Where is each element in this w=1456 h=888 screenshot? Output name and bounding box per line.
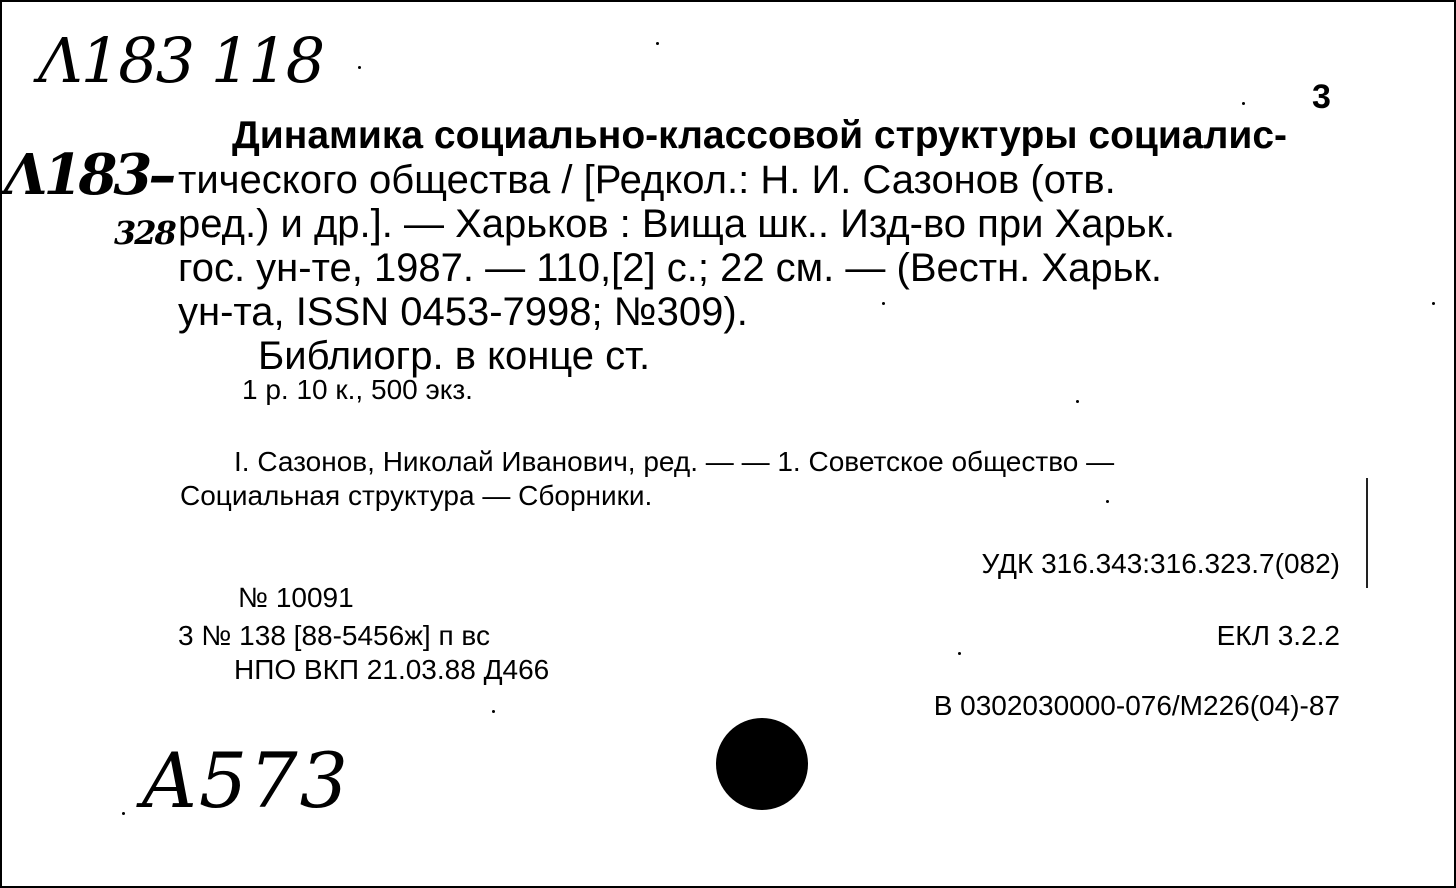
scan-speck: [958, 652, 961, 655]
order-number: 3 № 138 [88-5456ж] п вс: [178, 620, 490, 651]
scan-speck: [1432, 302, 1435, 305]
tracing-line-2: Социальная структура — Сборники.: [180, 480, 653, 511]
scan-speck: [1106, 500, 1109, 503]
handwritten-call-number-top: Λ183 118: [38, 24, 324, 97]
udk-code: УДК 316.343:316.323.7(082): [981, 548, 1340, 579]
handwritten-inventory-number: A573: [142, 736, 350, 825]
series-line-5: ун-та, ISSN 0453-7998; №309).: [178, 290, 748, 334]
scan-speck: [1076, 400, 1079, 403]
scan-edge-line: [1366, 478, 1368, 588]
card-number: 3: [1312, 78, 1331, 116]
title-line-2: тического общества / [Редкол.: Н. И. Сазонов (отв.: [178, 158, 1116, 202]
title-line-1: Динамика социально-классовой структуры социалис-: [232, 114, 1287, 157]
registration-number: № 10091: [238, 582, 354, 613]
bibliography-note: Библиогр. в конце ст.: [258, 334, 651, 378]
handwritten-shelf-mark-line2: 328: [114, 214, 175, 252]
scan-speck: [882, 302, 885, 305]
price-and-copies: 1 р. 10 к., 500 экз.: [242, 374, 473, 405]
punch-hole: [716, 718, 808, 810]
scan-speck: [122, 812, 125, 815]
scan-speck: [492, 710, 495, 713]
tracing-line-1: I. Сазонов, Николай Иванович, ред. — — 1. Советское общество —: [234, 446, 1115, 477]
classification-code: В 0302030000-076/М226(04)-87: [933, 690, 1340, 721]
publication-line-4: гос. ун-те, 1987. — 110,[2] с.; 22 см. — (Вестн. Харьк.: [178, 246, 1163, 290]
handwritten-shelf-mark-line1: Λ183–: [4, 142, 173, 208]
scan-speck: [358, 66, 361, 69]
ekl-code: ЕКЛ 3.2.2: [1216, 620, 1340, 651]
publication-line-3: ред.) и др.]. — Харьков : Вища шк.. Изд-во при Харьк.: [178, 202, 1176, 246]
scan-speck: [1242, 102, 1245, 105]
npo-stamp: НПО ВКП 21.03.88 Д466: [234, 654, 550, 685]
scan-speck: [656, 42, 659, 45]
